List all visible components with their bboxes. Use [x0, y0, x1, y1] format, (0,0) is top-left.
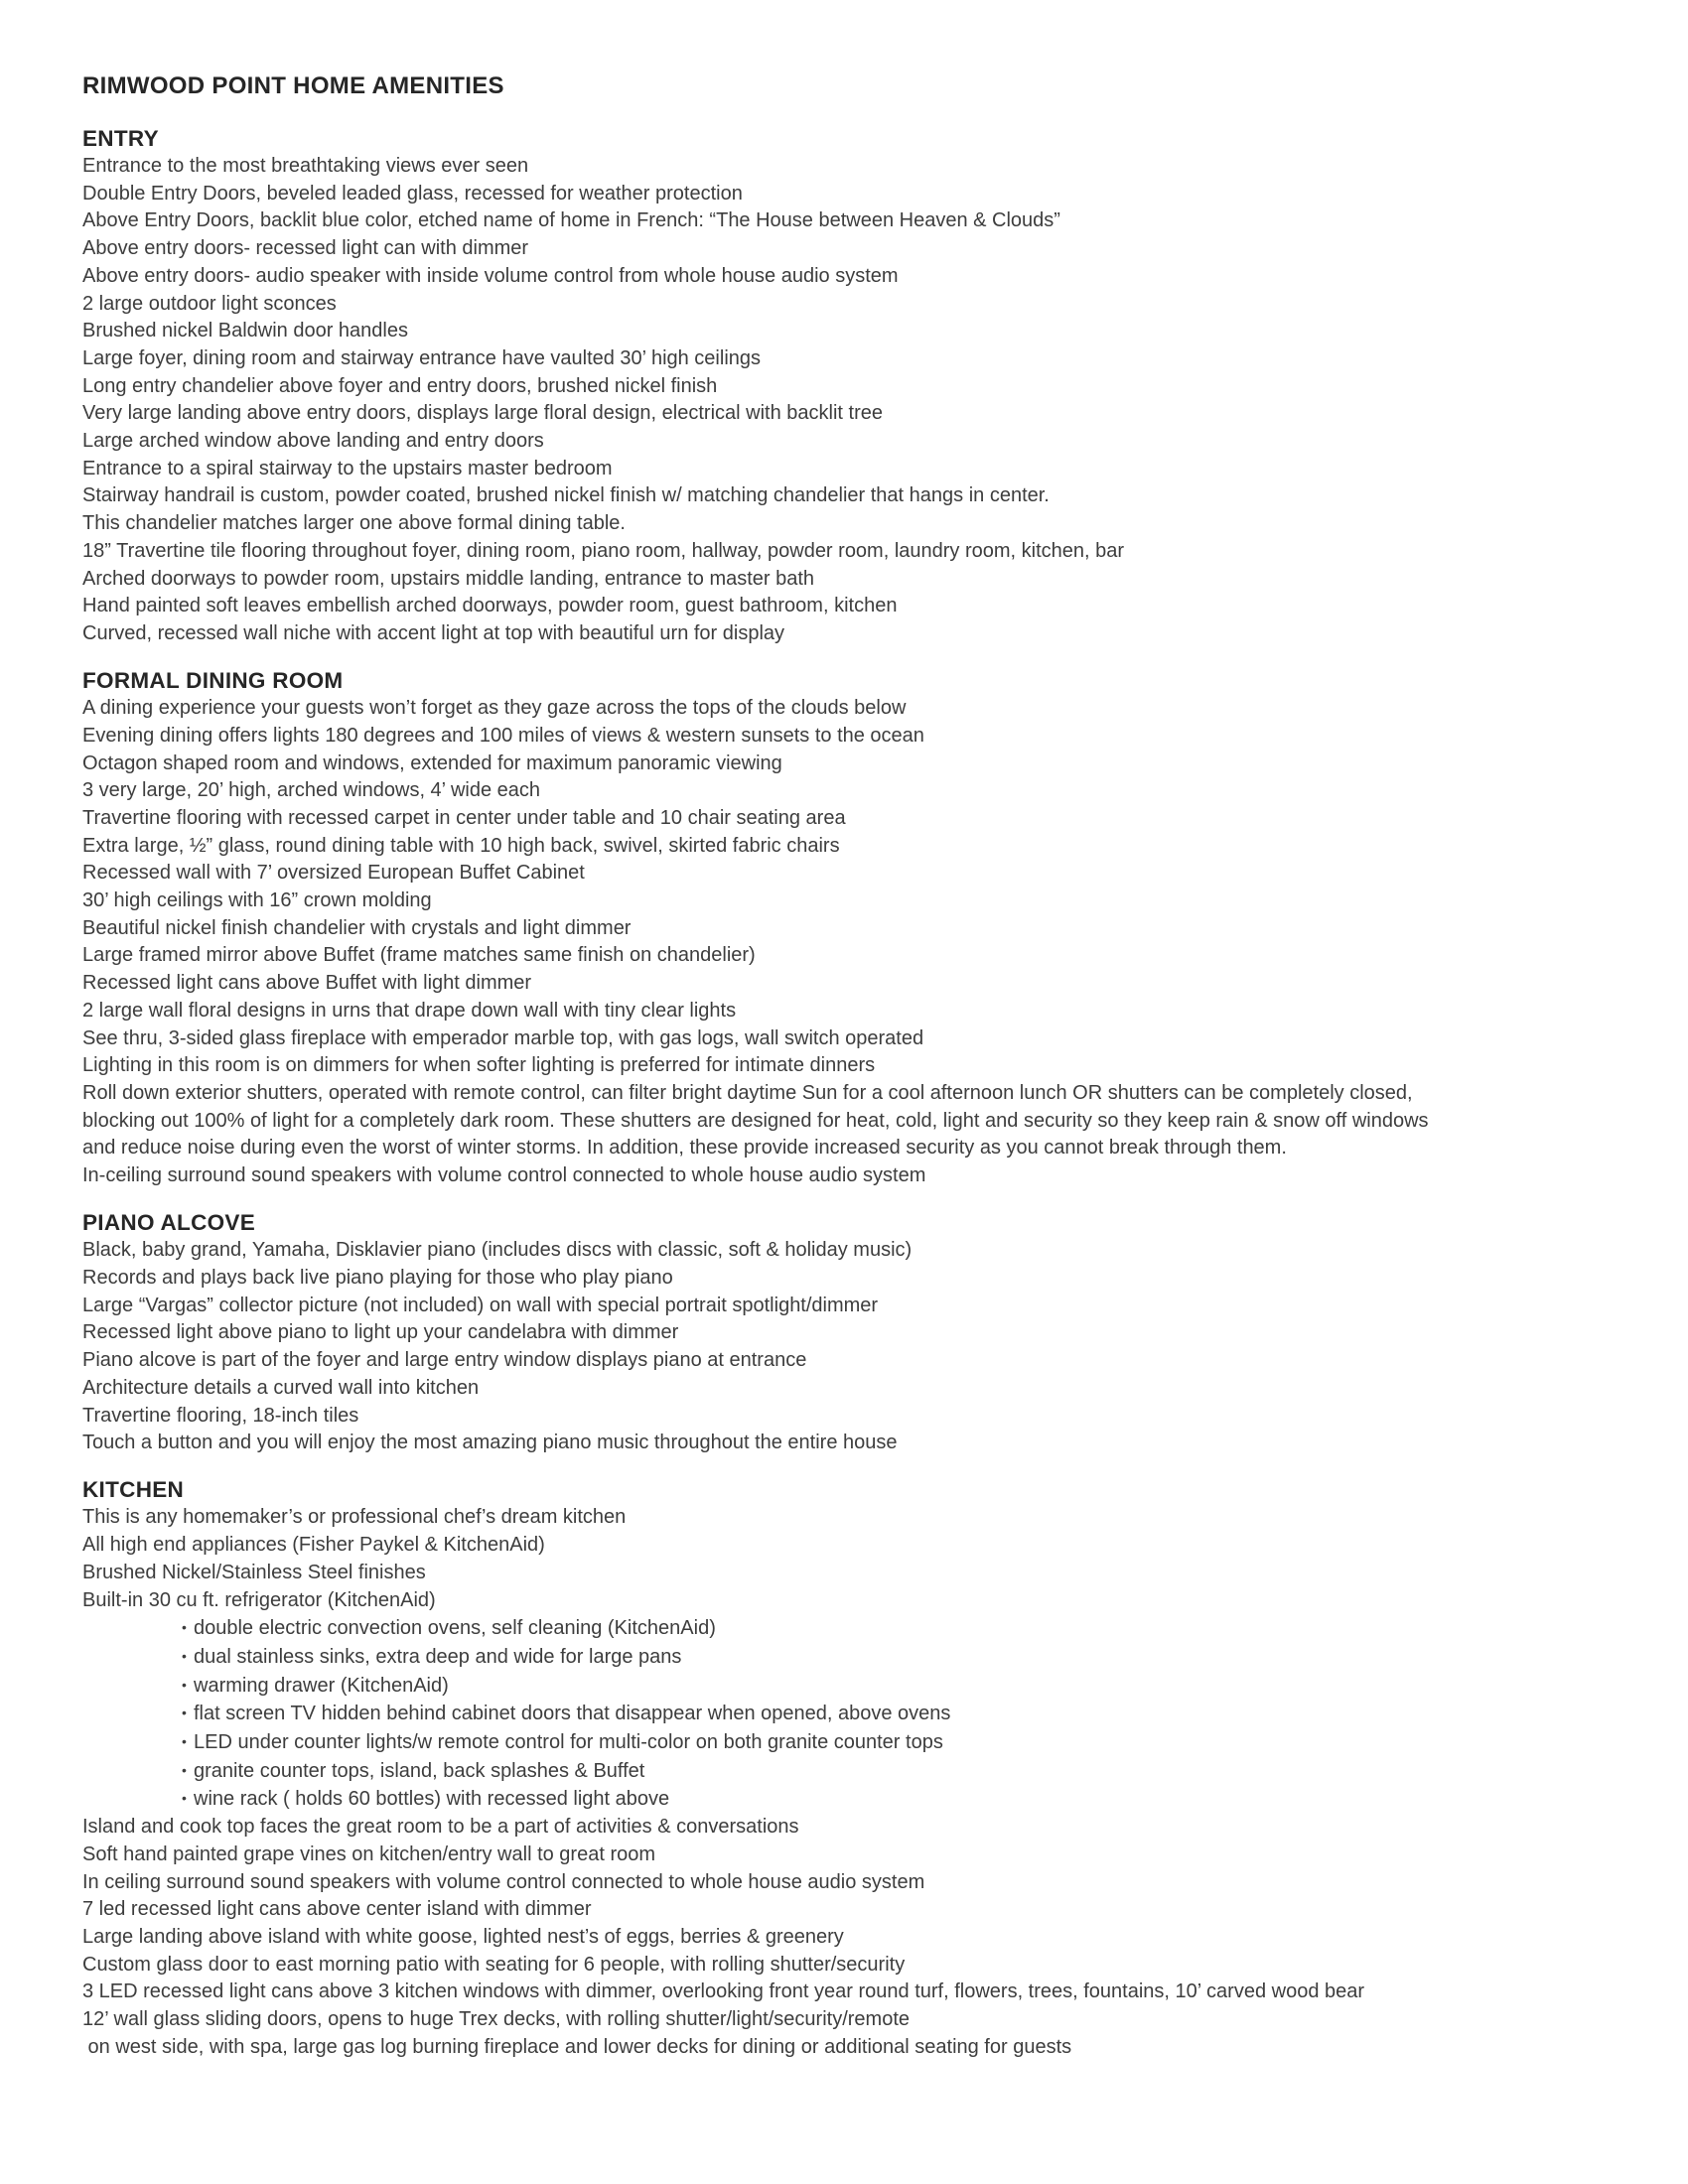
kitchen-bullet-item: [82, 1614, 1631, 1643]
entry-line: Large foyer, dining room and stairway entrance have vaulted 30’ high ceilings: [82, 346, 762, 369]
entry-line: Brushed nickel Baldwin door handles: [82, 320, 408, 342]
kitchen-bullet-item: [82, 1643, 1631, 1672]
kitchen-line: Island and cook top faces the great room to be a part of activities & conversations: [82, 1816, 799, 1839]
entry-line: Hand painted soft leaves embellish arched doorways, powder room, guest bathroom, kitchen: [82, 595, 898, 617]
piano-line: Large “Vargas” collector picture (not included) on wall with special portrait spotlight/dimmer: [82, 1294, 879, 1316]
kitchen-line: 12’ wall glass sliding doors, opens to huge Trex decks, with rolling shutter/light/security/remote: [82, 2008, 910, 2031]
dining-line: Beautiful nickel finish chandelier with crystals and light dimmer: [82, 916, 632, 939]
dining-line: 3 very large, 20’ high, arched windows, 4’ wide each: [82, 779, 540, 802]
entry-line: Very large landing above entry doors, displays large floral design, electrical with backlit tree: [82, 402, 883, 425]
kitchen-line: Built-in 30 cu ft. refrigerator (KitchenAid): [82, 1588, 436, 1611]
bullet-icon: •: [182, 1619, 187, 1636]
piano-line: Black, baby grand, Yamaha, Disklavier piano (includes discs with classic, soft & holiday music): [82, 1239, 913, 1262]
bullet-icon: •: [182, 1647, 187, 1664]
entry-line: Arched doorways to powder room, upstairs middle landing, entrance to master bath: [82, 567, 815, 590]
section-kitchen: [82, 1476, 1631, 2061]
document-page: [82, 69, 1631, 2081]
bullet-text: wine rack ( holds 60 bottles) with recessed light above: [194, 1788, 670, 1811]
section-piano-alcove: [82, 1209, 1631, 1457]
bullet-text: warming drawer (KitchenAid): [194, 1674, 449, 1697]
bullet-icon: •: [182, 1676, 187, 1693]
entry-line: Above entry doors- audio speaker with inside volume control from whole house audio system: [82, 264, 899, 287]
section-entry: [82, 125, 1631, 648]
bullet-icon: •: [182, 1761, 187, 1778]
section-heading-formal-dining-room: FORMAL DINING ROOM: [82, 668, 344, 694]
dining-line: In-ceiling surround sound speakers with volume control connected to whole house audio system: [82, 1164, 926, 1187]
kitchen-line: Soft hand painted grape vines on kitchen/entry wall to great room: [82, 1843, 656, 1865]
kitchen-bullet-item: [82, 1757, 1631, 1786]
dining-line: 2 large wall floral designs in urns that drape down wall with tiny clear lights: [82, 999, 737, 1022]
section-heading-kitchen: KITCHEN: [82, 1477, 185, 1503]
kitchen-line: In ceiling surround sound speakers with volume control connected to whole house audio system: [82, 1870, 925, 1893]
entry-line: Stairway handrail is custom, powder coated, brushed nickel finish w/ matching chandelier that hangs in center.: [82, 484, 1050, 507]
piano-line: Touch a button and you will enjoy the most amazing piano music throughout the entire house: [82, 1432, 898, 1454]
kitchen-line: on west side, with spa, large gas log burning fireplace and lower decks for dining or additional seating for guests: [82, 2035, 1072, 2058]
dining-line: Lighting in this room is on dimmers for when softer lighting is preferred for intimate dinners: [82, 1054, 876, 1077]
kitchen-line: Brushed Nickel/Stainless Steel finishes: [82, 1561, 426, 1583]
entry-line: Long entry chandelier above foyer and entry doors, brushed nickel finish: [82, 374, 718, 397]
dining-line: Evening dining offers lights 180 degrees and 100 miles of views & western sunsets to the ocean: [82, 724, 924, 747]
kitchen-bullet-item: [82, 1700, 1631, 1728]
entry-line: Entrance to the most breathtaking views ever seen: [82, 155, 529, 177]
kitchen-bullet-item: [82, 1785, 1631, 1814]
bullet-icon: •: [182, 1733, 187, 1750]
entry-line: 18” Travertine tile flooring throughout foyer, dining room, piano room, hallway, powder room, laundry room, kitchen, bar: [82, 539, 1125, 562]
dining-line: blocking out 100% of light for a completely dark room. These shutters are designed for heat, cold, light and security so they keep rain & snow off windows: [82, 1109, 1429, 1132]
dining-line: Extra large, ½” glass, round dining table with 10 high back, swivel, skirted fabric chairs: [82, 834, 840, 857]
entry-line: Curved, recessed wall niche with accent light at top with beautiful urn for display: [82, 621, 785, 644]
dining-line: A dining experience your guests won’t forget as they gaze across the tops of the clouds below: [82, 697, 907, 720]
entry-line: Above entry doors- recessed light can with dimmer: [82, 237, 529, 260]
piano-line: Piano alcove is part of the foyer and large entry window displays piano at entrance: [82, 1349, 807, 1372]
bullet-text: granite counter tops, island, back splashes & Buffet: [194, 1759, 645, 1782]
entry-line: Large arched window above landing and entry doors: [82, 430, 544, 453]
bullet-text: dual stainless sinks, extra deep and wide for large pans: [194, 1645, 682, 1668]
section-formal-dining-room: [82, 667, 1631, 1190]
entry-line: Above Entry Doors, backlit blue color, etched name of home in French: “The House between Heaven & Clouds”: [82, 209, 1060, 232]
section-heading-entry: ENTRY: [82, 126, 159, 151]
bullet-text: flat screen TV hidden behind cabinet doors that disappear when opened, above ovens: [194, 1703, 951, 1725]
entry-line: Entrance to a spiral stairway to the upstairs master bedroom: [82, 457, 613, 479]
dining-line: Recessed light cans above Buffet with light dimmer: [82, 972, 532, 995]
piano-line: Travertine flooring, 18-inch tiles: [82, 1404, 359, 1427]
document-title: RIMWOOD POINT HOME AMENITIES: [82, 72, 504, 99]
kitchen-line: 7 led recessed light cans above center island with dimmer: [82, 1898, 592, 1921]
entry-line: 2 large outdoor light sconces: [82, 292, 337, 315]
kitchen-line: All high end appliances (Fisher Paykel & KitchenAid): [82, 1534, 545, 1557]
dining-line: Travertine flooring with recessed carpet in center under table and 10 chair seating area: [82, 806, 846, 829]
piano-line: Architecture details a curved wall into kitchen: [82, 1376, 480, 1399]
dining-line: Recessed wall with 7’ oversized European Buffet Cabinet: [82, 862, 585, 885]
dining-line: 30’ high ceilings with 16” crown molding: [82, 889, 432, 912]
kitchen-line: Custom glass door to east morning patio with seating for 6 people, with rolling shutter/security: [82, 1953, 906, 1976]
kitchen-line: This is any homemaker’s or professional chef’s dream kitchen: [82, 1506, 627, 1529]
kitchen-line: 3 LED recessed light cans above 3 kitchen windows with dimmer, overlooking front year round turf, flowers, trees, fountains, 10’ carved wood bear: [82, 1980, 1365, 2003]
dining-line: and reduce noise during even the worst of winter storms. In addition, these provide increased security as you cannot break through them.: [82, 1137, 1287, 1160]
piano-line: Records and plays back live piano playing for those who play piano: [82, 1267, 673, 1290]
kitchen-line: Large landing above island with white goose, lighted nest’s of eggs, berries & greenery: [82, 1925, 844, 1948]
entry-line: This chandelier matches larger one above formal dining table.: [82, 512, 626, 535]
dining-line: Large framed mirror above Buffet (frame matches same finish on chandelier): [82, 944, 756, 967]
bullet-icon: •: [182, 1705, 187, 1721]
entry-line: Double Entry Doors, beveled leaded glass, recessed for weather protection: [82, 182, 743, 205]
dining-line: See thru, 3-sided glass fireplace with emperador marble top, with gas logs, wall switch operated: [82, 1026, 924, 1049]
kitchen-bullet-item: [82, 1728, 1631, 1757]
bullet-text: LED under counter lights/w remote control for multi-color on both granite counter tops: [194, 1731, 943, 1754]
section-heading-piano-alcove: PIANO ALCOVE: [82, 1210, 256, 1236]
bullet-text: double electric convection ovens, self cleaning (KitchenAid): [194, 1617, 716, 1640]
kitchen-bullet-item: [82, 1672, 1631, 1701]
dining-line: Octagon shaped room and windows, extended for maximum panoramic viewing: [82, 751, 782, 774]
bullet-icon: •: [182, 1790, 187, 1807]
piano-line: Recessed light above piano to light up your candelabra with dimmer: [82, 1321, 679, 1344]
dining-line: Roll down exterior shutters, operated with remote control, can filter bright daytime Sun for a cool afternoon lunch OR shutters can be completely closed,: [82, 1082, 1413, 1104]
